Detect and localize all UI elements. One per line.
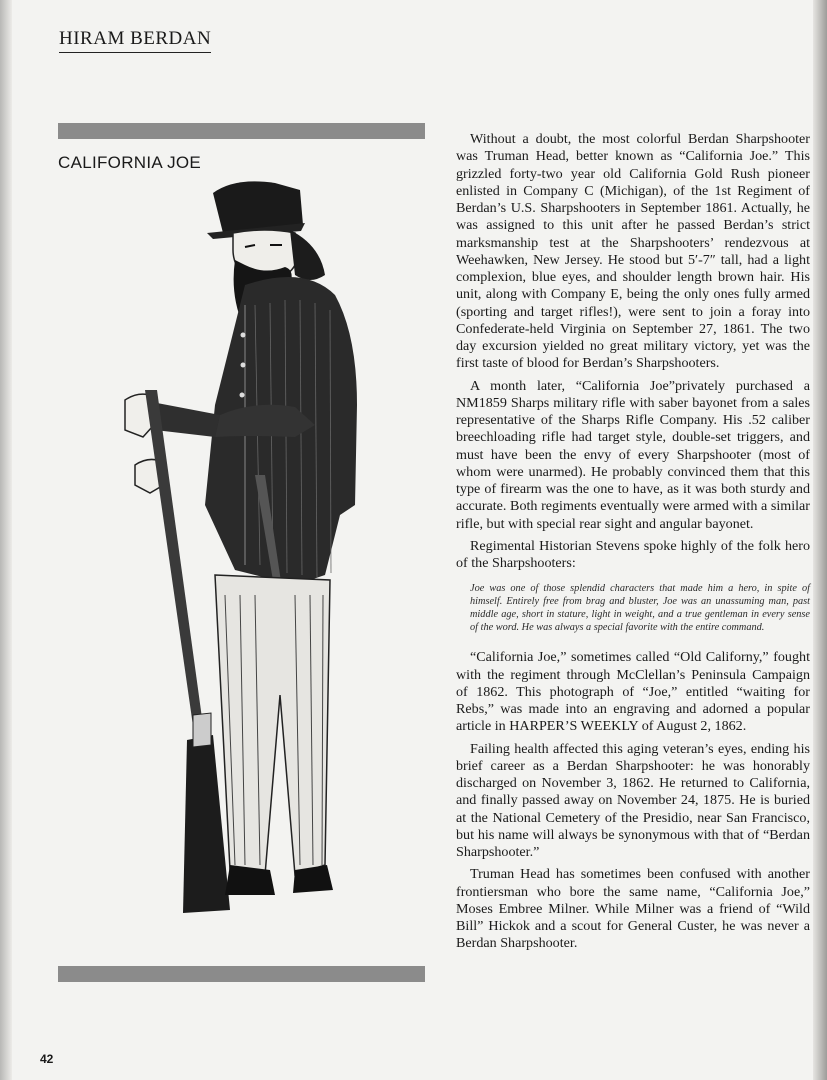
section-title: CALIFORNIA JOE xyxy=(58,153,202,172)
paragraph: Without a doubt, the most colorful Berdan Sharpshooter was Truman Head, better known as “California Joe.” This grizzled forty-two year old California Gold Rush pioneer enlisted in Company C (Michigan), of the 1st Regiment of Berdan’s U.S. Sharpshooters in September 1861. Actually, he was assigned to this unit after he passed Berdan’s strict marksmanship test at the Sharpshooters’ rendezvous at Weehawken, New Jersey. He stood but 5′-7″ tall, had a light complexion, blue eyes, and shoulder length brown hair. His unit, along with Company E, being the only ones fully armed (sporting and target rifles!), were sent to join a foray into Confederate-held Virginia on September 27, 1861. The two day excursion yielded no great military victory, yet was the first taste of blood for Berdan’s Sharpshooters. xyxy=(456,131,810,372)
running-head: HIRAM BERDAN xyxy=(59,28,211,53)
union-soldier-engraving-icon xyxy=(95,175,385,920)
paragraph: “California Joe,” sometimes called “Old Californy,” fought with the regiment through McClellan’s Peninsula Campaign of 1862. This photograph of “Joe,” entitled “waiting for Rebs,” was made into an engraving and adorned a popular article in HARPER’S WEEKLY of August 2, 1862. xyxy=(456,649,810,735)
page-binding-shadow xyxy=(0,0,12,1080)
soldier-illustration xyxy=(95,175,385,920)
page-number: 42 xyxy=(40,1052,54,1066)
body-text-column xyxy=(456,131,810,958)
block-quote: Joe was one of those splendid characters that made him a hero, in spite of himself. Entirely free from brag and bluster, Joe was an unassuming man, past middle age, short in stature, light in weight, and a true gentleman in every sense of the word. He was always a special favorite with the entire command. xyxy=(470,583,810,634)
paragraph: Failing health affected this aging veteran’s eyes, ending his brief career as a Berdan Sharpshooter: he was honorably discharged on November 3, 1862. He returned to California, and finally passed away on November 24, 1875. He is buried at the National Cemetery of the Presidio, near San Francisco, but his name will always be synonymous with that of “Berdan Sharpshooter.” xyxy=(456,740,810,860)
bottom-rule-bar xyxy=(58,966,425,982)
paragraph: Truman Head has sometimes been confused with another frontiersman who bore the same name, “California Joe,” Moses Embree Milner. While Milner was a friend of “Wild Bill” Hickok and a scout for General Custer, he was never a Berdan Sharpshooter. xyxy=(456,866,810,952)
paragraph: A month later, “California Joe”privately purchased a NM1859 Sharps military rifle with saber bayonet from a sales representative of the Sharps Rifle Company. His .52 caliber breechloading rifle had target style, double-set triggers, and must have been the envy of every Sharpshooter (most of whom were unarmed). He probably convinced them that this type of firearm was the one to have, as it was both sturdy and accurate. Both regiments eventually were armed with a similar rifle, but with special rear sight and angular bayonet. xyxy=(456,377,810,532)
paragraph: Regimental Historian Stevens spoke highly of the folk hero of the Sharpshooters: xyxy=(456,537,810,571)
page-edge-shadow xyxy=(813,0,827,1080)
top-rule-bar xyxy=(58,123,425,139)
